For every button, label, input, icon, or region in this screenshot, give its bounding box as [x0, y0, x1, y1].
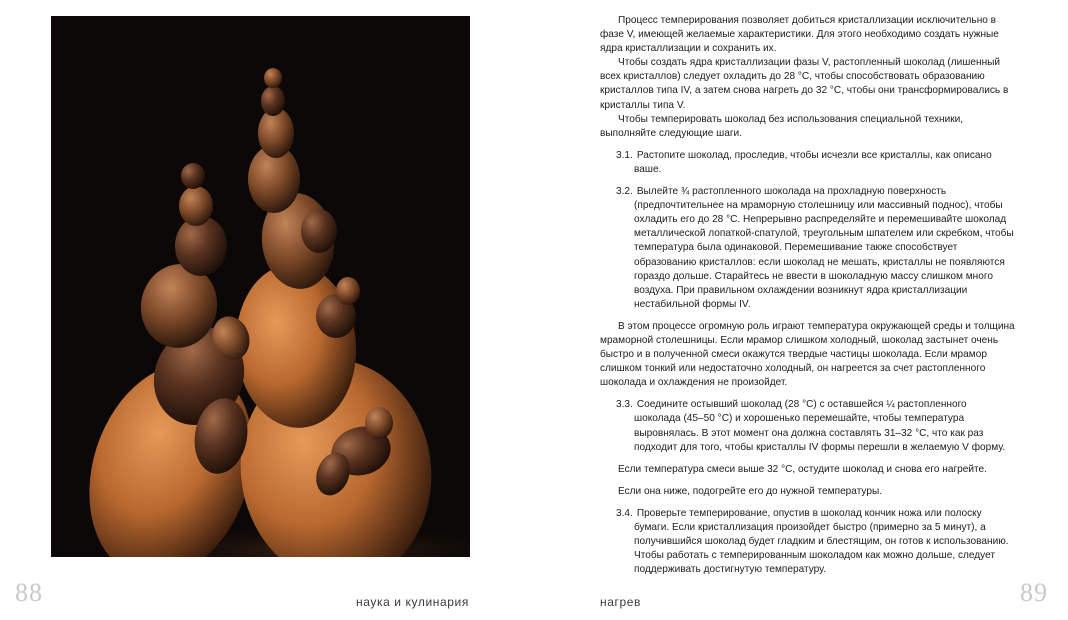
chocolate-sculpture-icon	[51, 16, 470, 557]
step-number: 3.1.	[616, 149, 633, 161]
step-number: 3.3.	[616, 399, 633, 411]
step-text: Растопите шоколад, проследив, чтобы исчезли все кристаллы, как описано ваше.	[634, 149, 992, 175]
step-3-1	[600, 149, 1016, 177]
chocolate-sculpture-photo	[51, 16, 470, 557]
step-3-2	[600, 185, 1016, 312]
step-3-4	[600, 507, 1016, 577]
step-text: Вылейте ¾ растопленного шоколада на прохладную поверхность (предпочтительнее на мраморную столешницу или массивный поднос), чтобы охладить его до 28 °C. Непрерывно распределяйте и перемешивайте шоколад металлической лопаткой-спатулой, треугольным шпателем или скребком, чтобы температура была одинаковой. Перемешивание также способствует образованию кристаллов: если шоколад не мешать, кристаллы не появляются гораздо дольше. Старайтесь не ввести в шоколадную массу слишком много воздуха. При правильном охлаждении возникнут ядра кристаллизации нестабильной формы IV.	[634, 186, 1014, 310]
body-text	[600, 14, 1016, 577]
intro-paragraph-1: Процесс темперирования позволяет добиться кристаллизации исключительно в фазе V, имеющей желаемые характеристики. Для этого необходимо создать нужные ядра кристаллизации и сохранить их.	[600, 15, 999, 55]
left-running-head: наука и кулинария	[356, 595, 469, 609]
right-page-number: 89	[1020, 578, 1048, 607]
intro-paragraph-3: Чтобы темперировать шоколад без использования специальной техники, выполняйте следующие шаги.	[600, 113, 964, 139]
marble-paragraph: В этом процессе огромную роль играют температура окружающей среды и толщина мраморной столешницы. Если мрамор слишком холодный, шоколад застынет очень быстро и в полученной смеси окажутся твердые частицы шоколада. Если мрамор слишком тонкий или недостаточно холодный, он нагреется за счет растопленного шоколада и охлаждения не произойдет.	[600, 320, 1015, 389]
step-number: 3.4.	[616, 507, 633, 519]
step-number: 3.2.	[616, 186, 633, 198]
note-too-cold: Если она ниже, подогрейте его до нужной температуры.	[618, 485, 883, 497]
intro-paragraph-2: Чтобы создать ядра кристаллизации фазы V, растопленный шоколад (лишенный всех кристаллов) следует охладить до 28 °C, чтобы способствовать образованию кристаллов типа IV, а затем снова нагреть до 32 °C, чтобы они трансформировались в кристаллы типа V.	[600, 57, 1009, 111]
right-running-head: нагрев	[600, 595, 642, 609]
step-text: Проверьте темперирование, опустив в шоколад кончик ножа или полоску бумаги. Если кристаллизация произойдет быстро (примерно за 5 минут), а получившийся шоколад будет гладким и блестящим, он готов к использованию. Чтобы работать с темперированным шоколадом как можно дольше, следует поддерживать достигнутую температуру.	[634, 507, 1009, 576]
note-too-hot: Если температура смеси выше 32 °C, остудите шоколад и снова его нагрейте.	[618, 463, 987, 475]
step-3-3	[600, 398, 1016, 454]
step-text: Соедините остывший шоколад (28 °C) с оставшейся ¼ растопленного шоколада (45–50 °C) и хорошенько перемешайте, чтобы температура выровнялась. В этот момент она должна составлять 31–32 °C, что как раз подходит для того, чтобы кристаллы IV формы перешли в желаемую V форму.	[634, 399, 1006, 453]
left-page-number: 88	[15, 578, 43, 607]
